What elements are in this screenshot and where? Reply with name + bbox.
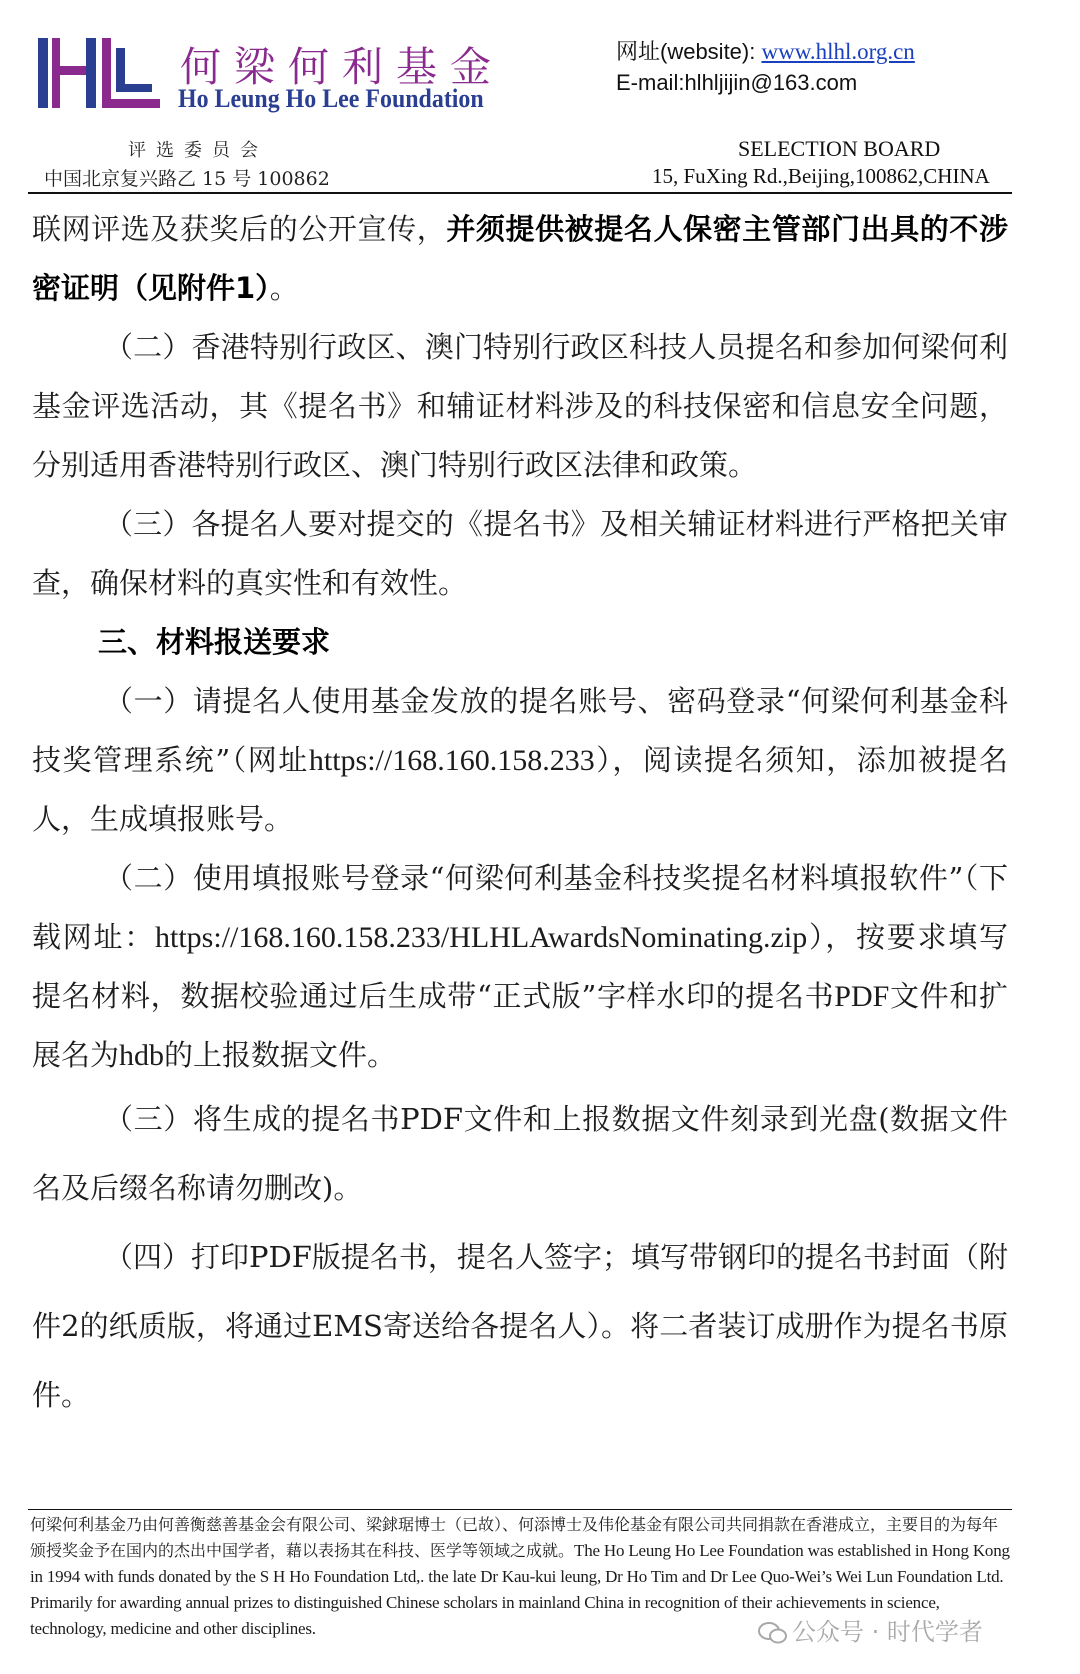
paragraph-confidentiality [32,200,1008,318]
download-url: https://168.160.158.233/HLHLAwardsNominating.zip [155,921,808,954]
wechat-watermark [758,1612,983,1647]
paragraph-step-4: （四）打印PDF版提名书，提名人签字；填写带钢印的提名书封面（附件2的纸质版，将通过EMS寄送给各提名人）。将二者装订成册作为提名书原件。 [32,1240,1008,1412]
board-title-en: SELECTION BOARD [738,136,941,161]
p5-text-d: 的上报数据文件。 [164,1038,397,1072]
system-url: https://168.160.158.233 [308,744,595,777]
website-label: 网址(website): [616,39,762,64]
email-line: E-mail:hlhljijin@163.com [616,70,858,95]
contact-block [616,36,915,98]
p5-hdb: hdb [119,1039,165,1072]
p4-text-b: ），阅读提名须知，添加被提名人，生成填报账号。 [32,743,1008,836]
address-en: 15, FuXing Rd.,Beijing,100862,CHINA [652,164,990,188]
p1-end: 。 [269,271,299,305]
p5-text-b: ），按要求填写提名材料，数据校验通过后生成带“正式版”字样水印的提名书 [32,920,1008,1013]
footer-text-en: The Ho Leung Ho Lee Foundation was established in Hong Kong in 1994 with funds donated by the S H Ho Foundation Ltd,. the late Dr Kau-kui leung, Dr Ho Tim and Dr Lee Quo-Wei’s Wei Lun Foundation Ltd. Primarily for awarding annual prizes to distinguished Chinese scholars in mainland China in recognition of their achievements in science, technology, medicine and other disciplines. [30,1541,1010,1638]
org-name-en: Ho Leung Ho Lee Foundation [178,84,484,113]
website-link[interactable]: www.hlhl.org.cn [761,39,915,64]
p5-text-c: 文件和扩展名为 [32,979,1008,1072]
p5-text-a: （二）使用填报账号登录“何梁何利基金科技奖提名材料填报软件”（下载网址： [32,861,1008,954]
watermark-text: 公众号 · 时代学者 [792,1618,983,1646]
foundation-logo [36,36,166,116]
wechat-icon [758,1621,788,1645]
website-line [616,36,915,67]
board-title-cn: 评选委员会 [128,140,268,161]
address-cn: 中国北京复兴路乙 15 号 100862 [44,168,330,190]
section-heading-3: 三、材料报送要求 [98,625,331,659]
footer-divider [28,1509,1012,1510]
document-body [32,200,1008,1430]
letterhead [0,0,1080,200]
paragraph-review: （三）各提名人要对提交的《提名书》及相关辅证材料进行严格把关审查，确保材料的真实性和有效性。 [32,507,1008,600]
paragraph-step-3: （三）将生成的提名书PDF文件和上报数据文件刻录到光盘(数据文件名及后缀名称请勿删改)。 [32,1102,1008,1205]
p1-normal: 联网评选及获奖后的公开宣传， [32,212,447,246]
p4-text-a: （一）请提名人使用基金发放的提名账号、密码登录“何梁何利基金科技奖管理系统”（网址 [32,684,1008,777]
paragraph-hk-macao: （二）香港特别行政区、澳门特别行政区科技人员提名和参加何梁何利基金评选活动，其《提名书》和辅证材料涉及的科技保密和信息安全问题，分别适用香港特别行政区、澳门特别行政区法律和政策。 [32,330,1008,482]
paragraph-step-1 [32,672,1008,849]
p5-pdf: PDF [834,980,890,1013]
p1-bold: 并须提供被提名人保密主管部门出具的不涉密证明（见附件1） [32,212,1008,305]
paragraph-step-2 [32,849,1008,1085]
header-divider [28,192,1012,194]
footer-text-cn: 何梁何利基金乃由何善衡慈善基金会有限公司、梁銶琚博士（已故）、何添博士及伟伦基金有限公司共同捐款在香港成立，主要目的为每年颁授奖金予在国内的杰出中国学者，藉以表扬其在科技、医学等领域之成就。 [30,1515,999,1560]
org-name-cn: 何梁何利基金 [180,43,504,91]
